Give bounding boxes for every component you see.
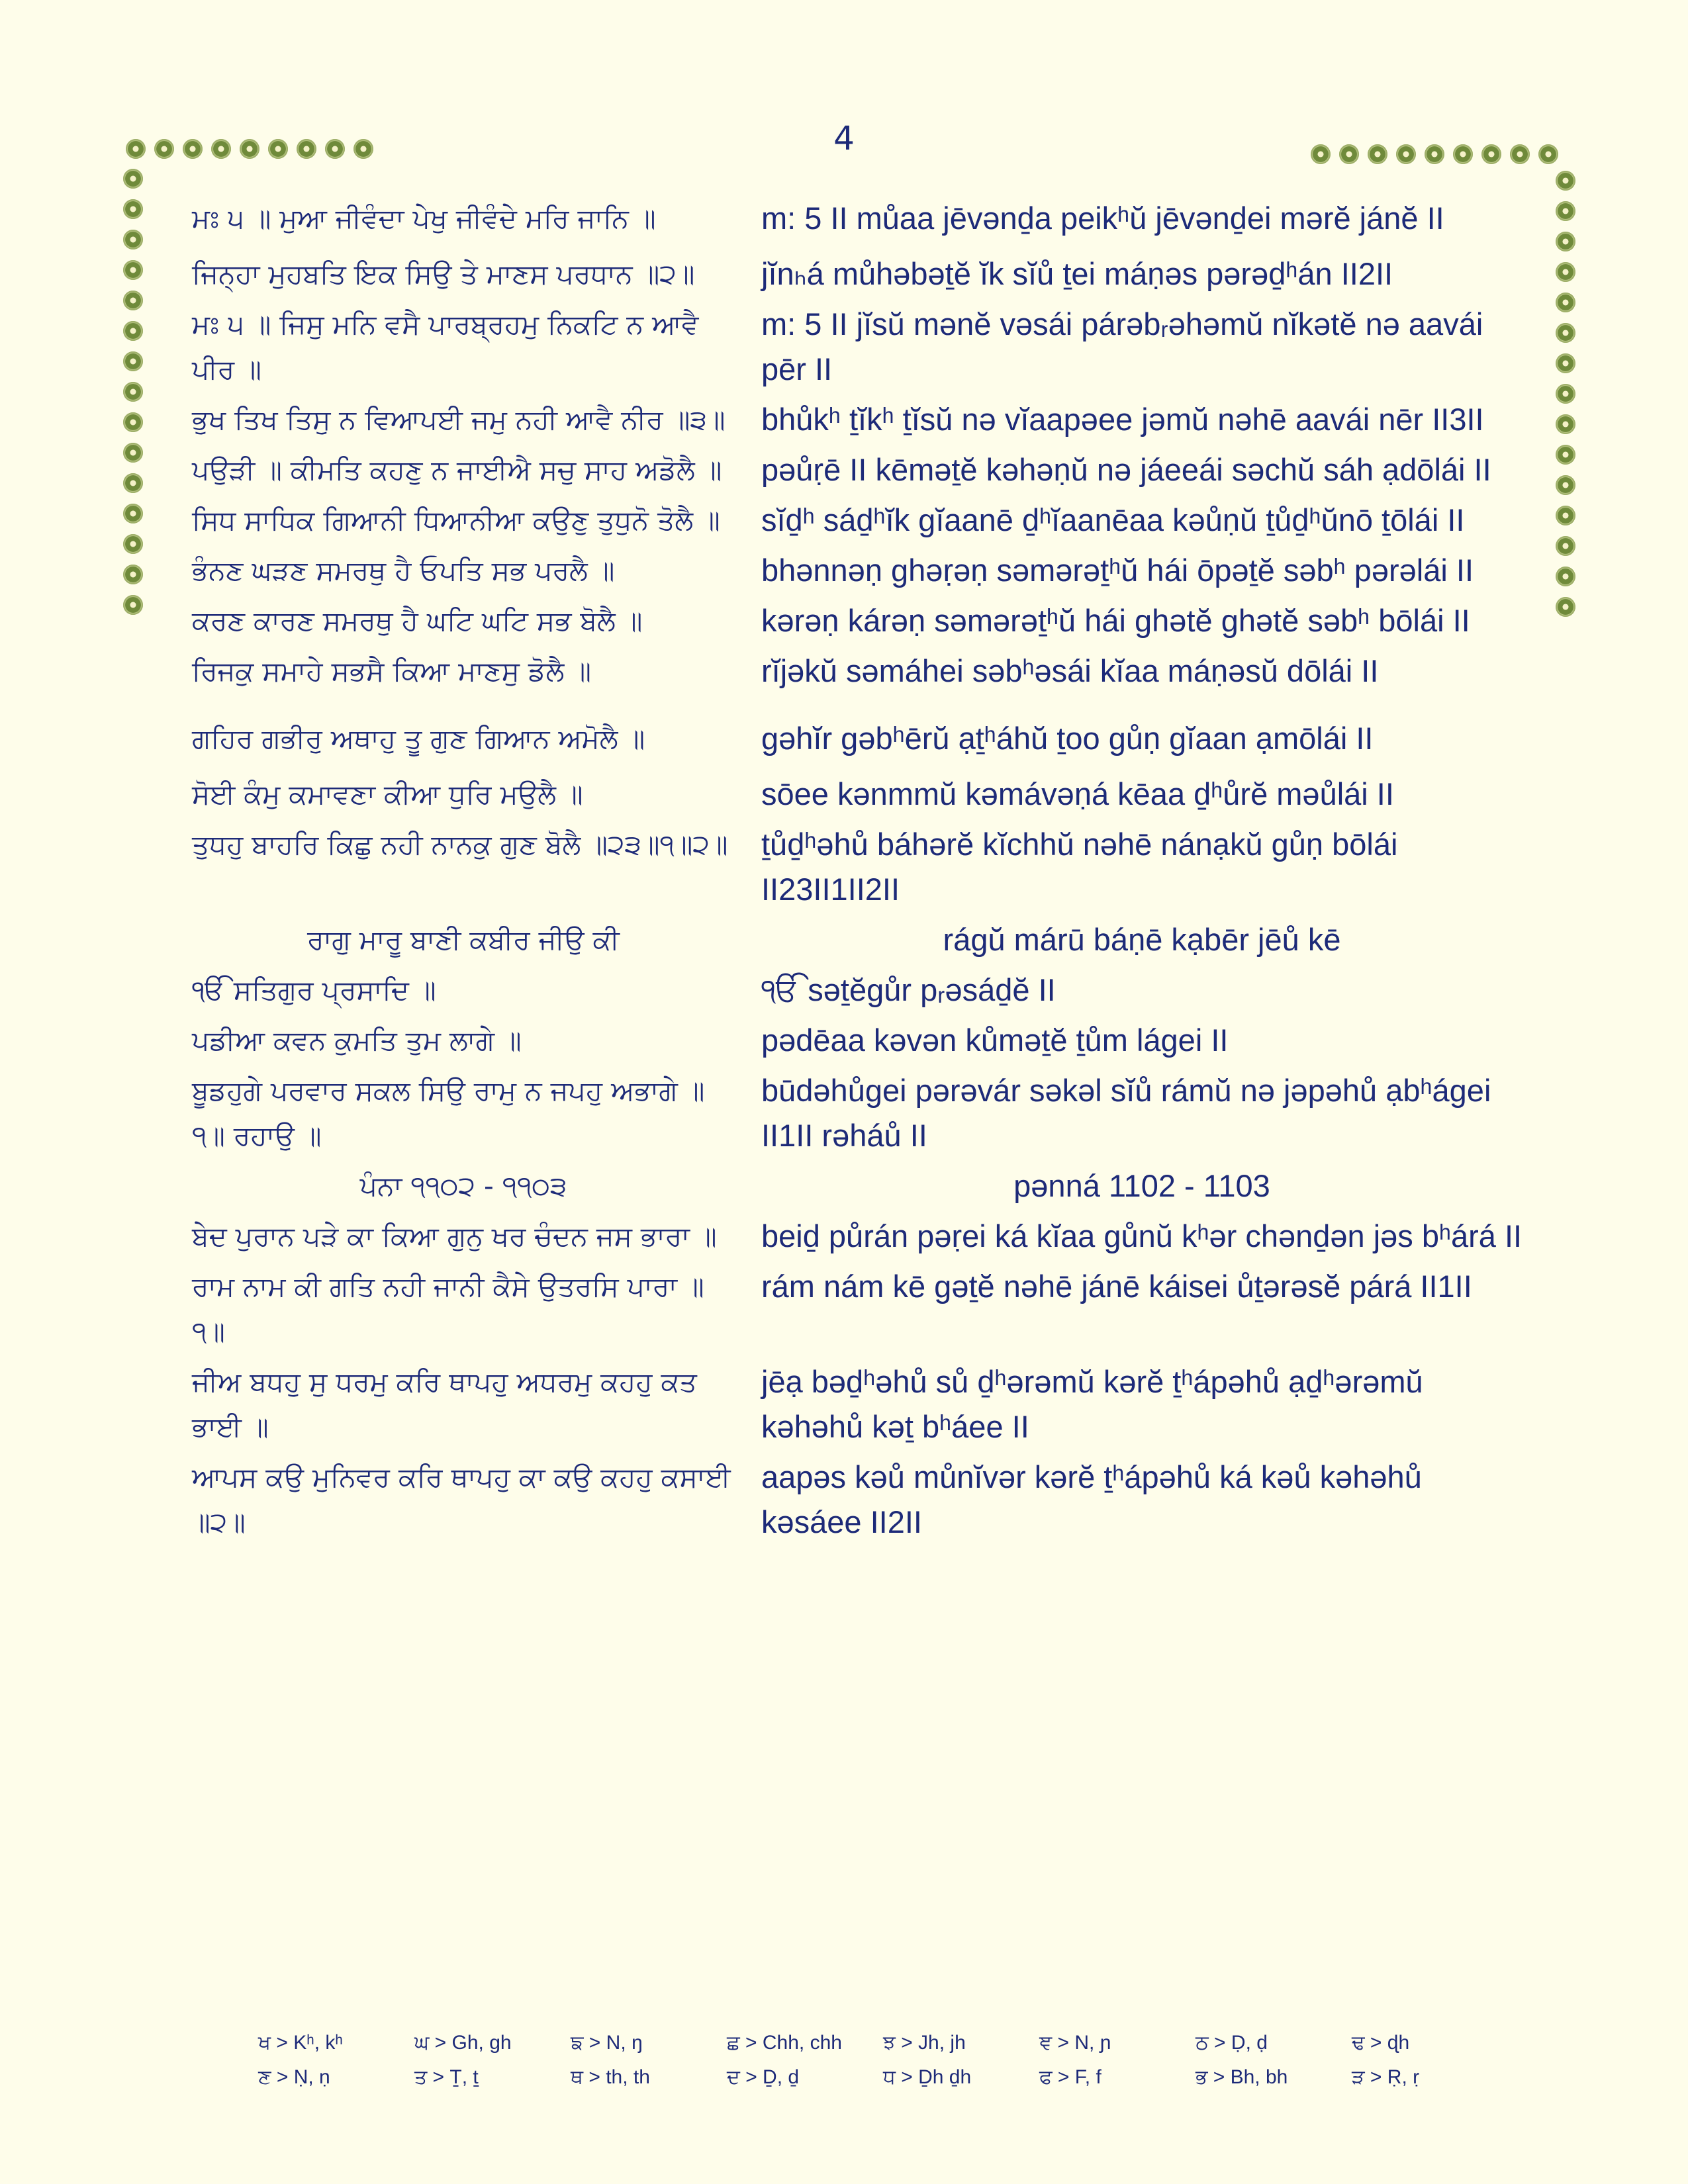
verse-gurmukhi: ਜੀਅ ਬਧਹੁ ਸੁ ਧਰਮੁ ਕਰਿ ਥਾਪਹੁ ਅਧਰਮੁ ਕਹਹੁ ਕਤ ਭਾਈ ॥	[192, 1366, 697, 1443]
verse-gurmukhi: ਪਡੀਆ ਕਵਨ ਕੁਮਤਿ ਤੁਮ ਲਾਗੇ ॥	[192, 1024, 522, 1056]
flower-ornament-icon	[123, 351, 143, 371]
flower-ornament-icon	[1556, 506, 1575, 525]
decorative-border-left	[123, 169, 143, 625]
flower-ornament-icon	[1510, 144, 1530, 164]
verse-transliteration: m: 5 II můaa jēvənḏa peikʰŭ jēvənḏei mərĕ jánĕ II	[761, 201, 1444, 236]
verse-transliteration: būdəhůgei pərəvár səkəl sĭů rámŭ nə jəpəhů ạbʰágei II1II rəháů II	[761, 1073, 1491, 1153]
legend-row	[258, 2066, 1508, 2089]
verse-gurmukhi: ਪਉੜੀ ॥ ਕੀਮਤਿ ਕਹਣੁ ਨ ਜਾਈਐ ਸਚੁ ਸਾਹ ਅਡੋਲੈ ॥	[192, 454, 722, 486]
verse-row	[192, 716, 1523, 761]
flower-ornament-icon	[126, 139, 146, 159]
flower-ornament-icon	[123, 473, 143, 493]
verse-gurmukhi: ਰਾਮ ਨਾਮ ਕੀ ਗਤਿ ਨਹੀ ਜਾਨੀ ਕੈਸੇ ਉਤਰਸਿ ਪਾਰਾ ॥੧॥	[192, 1271, 704, 1347]
legend-item: ਠ > Ḍ, ḍ	[1196, 2032, 1268, 2054]
flower-ornament-icon	[123, 230, 143, 250]
verse-row	[192, 251, 1523, 296]
verse-row	[192, 822, 1523, 912]
verse-row	[192, 1455, 1523, 1545]
verse-transliteration: aapəs kəů můnĭvər kərĕ ṯʰápəhů ká kəů kəhəhů kəsáee II2II	[761, 1459, 1422, 1539]
flower-ornament-icon	[1556, 232, 1575, 251]
flower-ornament-icon	[1556, 353, 1575, 373]
legend-item: ਧ > Ḏh ḏh	[883, 2066, 972, 2088]
flower-ornament-icon	[123, 199, 143, 219]
legend-item: ਦ > Ḏ, ḏ	[727, 2066, 800, 2088]
legend-item: ਭ > Bh, bh	[1196, 2066, 1288, 2088]
legend-item: ਞ > N, ɲ	[1039, 2032, 1111, 2054]
verse-transliteration: ṯůḏʰəhů báhərĕ kĭchhŭ nəhē nánạkŭ gůṇ bōlái II23II1II2II	[761, 827, 1398, 907]
legend-item: ਤ > Ṯ, ṯ	[414, 2066, 479, 2088]
transliteration-legend	[258, 2032, 1508, 2101]
verse-transliteration: beiḏ půrán pəṛei ká kĭaa gůnŭ kʰər chənḏən jəs bʰárá II	[761, 1218, 1523, 1253]
legend-item: ਢ > ɖh	[1352, 2032, 1410, 2054]
decorative-border-top-right	[1311, 144, 1567, 164]
flower-ornament-icon	[353, 139, 373, 159]
flower-ornament-icon	[1556, 171, 1575, 191]
flower-ornament-icon	[1368, 144, 1387, 164]
verse-row	[192, 498, 1523, 543]
verse-transliteration: ੴ səṯĕgůr pᵣəsáḏĕ II	[761, 972, 1056, 1007]
verse-transliteration: kərəṇ kárəṇ səmərəṯʰŭ hái ghətĕ ghətĕ səbʰ bōlái II	[761, 603, 1470, 638]
verse-transliteration: pədēaa kəvən kůməṯĕ ṯům lágei II	[761, 1023, 1229, 1058]
flower-ornament-icon	[123, 565, 143, 584]
legend-item: ਘ > Gh, gh	[414, 2032, 512, 2054]
flower-ornament-icon	[1538, 144, 1558, 164]
flower-ornament-icon	[183, 139, 203, 159]
decorative-border-right	[1556, 171, 1575, 627]
flower-ornament-icon	[211, 139, 231, 159]
verse-transliteration: gəhĭr gəbʰērŭ ạṯʰáhŭ ṯoo gůṇ gĭaan ạmōlái II	[761, 721, 1374, 756]
flower-ornament-icon	[325, 139, 345, 159]
legend-item: ੜ > Ṛ, ṛ	[1352, 2066, 1420, 2088]
verse-transliteration: sĭḏʰ sáḏʰĭk gĭaanē ḏʰĭaanēaa kəůṇŭ ṯůḏʰŭnō ṯōlái II	[761, 502, 1465, 537]
verse-gurmukhi: ਸੋਈ ਕੰਮੁ ਕਮਾਵਣਾ ਕੀਆ ਧੁਰਿ ਮਉਲੈ ॥	[192, 778, 583, 810]
flower-ornament-icon	[268, 139, 288, 159]
flower-ornament-icon	[1556, 293, 1575, 312]
verse-row	[192, 302, 1523, 392]
verse-row	[192, 196, 1523, 241]
flower-ornament-icon	[123, 504, 143, 523]
flower-ornament-icon	[1556, 475, 1575, 495]
flower-ornament-icon	[154, 139, 174, 159]
flower-ornament-icon	[1425, 144, 1444, 164]
verse-transliteration: pənná 1102 - 1103	[1013, 1168, 1270, 1203]
flower-ornament-icon	[123, 412, 143, 432]
verse-gurmukhi: ਸਿਧ ਸਾਧਿਕ ਗਿਆਨੀ ਧਿਆਨੀਆ ਕਉਣੁ ਤੁਧੁਨੋ ਤੋਲੈ ॥	[192, 504, 720, 536]
verse-row	[192, 548, 1523, 593]
verse-row	[192, 917, 1523, 962]
flower-ornament-icon	[123, 321, 143, 341]
flower-ornament-icon	[123, 169, 143, 189]
verse-list	[192, 196, 1523, 1550]
flower-ornament-icon	[1556, 567, 1575, 586]
verse-row	[192, 1068, 1523, 1158]
flower-ornament-icon	[1396, 144, 1416, 164]
verse-row	[192, 968, 1523, 1013]
legend-item: ਥ > th, th	[571, 2066, 650, 2088]
flower-ornament-icon	[1556, 384, 1575, 404]
page-number: 4	[833, 119, 855, 158]
verse-row	[192, 1163, 1523, 1208]
flower-ornament-icon	[1556, 445, 1575, 465]
verse-transliteration: bhůkʰ ṯĭkʰ ṯĭsŭ nə vĭaapəee jəmŭ nəhē aavái nēr II3II	[761, 402, 1484, 437]
flower-ornament-icon	[1453, 144, 1473, 164]
verse-row	[192, 598, 1523, 643]
verse-transliteration: m: 5 II jĭsŭ mənĕ vəsái párəbᵣəhəmŭ nĭkətĕ nə aavái pēr II	[761, 306, 1483, 387]
legend-item: ਫ > F, f	[1039, 2066, 1102, 2088]
verse-gurmukhi: ਗਹਿਰ ਗਭੀਰੁ ਅਥਾਹੁ ਤੂ ਗੁਣ ਗਿਆਨ ਅਮੋਲੈ ॥	[192, 723, 645, 754]
verse-gurmukhi: ਆਪਸ ਕਉ ਮੁਨਿਵਰ ਕਰਿ ਥਾਪਹੁ ਕਾ ਕਉ ਕਹਹੁ ਕਸਾਈ ॥੨॥	[192, 1461, 731, 1538]
verse-transliteration: bhənnəṇ ghəṛəṇ səmərəṯʰŭ hái ōpəṯĕ səbʰ pərəlái II	[761, 553, 1474, 588]
flower-ornament-icon	[1556, 597, 1575, 617]
flower-ornament-icon	[123, 382, 143, 402]
verse-row	[192, 1018, 1523, 1063]
verse-transliteration: sōee kənmmŭ kəmávəṇá kēaa ḏʰůrĕ məůlái II	[761, 776, 1394, 811]
verse-row	[192, 1264, 1523, 1354]
legend-row	[258, 2032, 1508, 2054]
verse-row	[192, 397, 1523, 442]
flower-ornament-icon	[123, 534, 143, 554]
verse-transliteration: pəůṛē II kēməṯĕ kəhəṇŭ nə jáeeái səchŭ sáh ạdōlái II	[761, 452, 1491, 487]
flower-ornament-icon	[1556, 536, 1575, 556]
verse-gurmukhi: ਭੁਖ ਤਿਖ ਤਿਸੁ ਨ ਵਿਆਪਈ ਜਮੁ ਨਹੀ ਆਵੈ ਨੀਰ ॥੩॥	[192, 404, 726, 435]
verse-gurmukhi: ਤੁਧਹੁ ਬਾਹਰਿ ਕਿਛੁ ਨਹੀ ਨਾਨਕੁ ਗੁਣ ਬੋਲੈ ॥੨੩॥੧॥੨॥	[192, 829, 728, 860]
verse-gurmukhi: ਪੰਨਾ ੧੧੦੨ - ੧੧੦੩	[359, 1170, 567, 1202]
verse-transliteration: rám nám kē gəṯĕ nəhē jánē káisei ůṯərəsĕ párá II1II	[761, 1269, 1472, 1304]
flower-ornament-icon	[1556, 201, 1575, 221]
legend-item: ਣ > Ṇ, ṇ	[258, 2066, 330, 2088]
verse-transliteration: rĭjəkŭ səmáhei səbʰəsái kĭaa máṇəsŭ dōlái II	[761, 653, 1379, 688]
flower-ornament-icon	[297, 139, 316, 159]
flower-ornament-icon	[123, 291, 143, 310]
verse-transliteration: jĭnₕá můhəbəṯĕ ĭk sĭů ṯei máṇəs pərəḏʰán II2II	[761, 256, 1393, 291]
verse-gurmukhi: ਮਃ ੫ ॥ ਜਿਸੁ ਮਨਿ ਵਸੈ ਪਾਰਬ੍ਰਹਮੁ ਨਿਕਟਿ ਨ ਆਵੈ ਪੀਰ ॥	[192, 308, 699, 385]
verse-gurmukhi: ਮਃ ੫ ॥ ਮੁਆ ਜੀਵੰਦਾ ਪੇਖੁ ਜੀਵੰਦੇ ਮਰਿ ਜਾਨਿ ॥	[192, 203, 656, 234]
verse-transliteration: rágŭ márū báṇē kạbēr jēů kē	[943, 922, 1341, 957]
verse-gurmukhi: ਰਿਜਕੁ ਸਮਾਹੇ ਸਭਸੈ ਕਿਆ ਮਾਣਸੁ ਡੋਲੈ ॥	[192, 655, 591, 687]
verse-row	[192, 1359, 1523, 1449]
verse-transliteration: jēạ bəḏʰəhů sů ḏʰərəmŭ kərĕ ṯʰápəhů ạḏʰərəmŭ kəhəhů kəṯ bʰáee II	[761, 1364, 1423, 1444]
verse-gurmukhi: ੴ ਸਤਿਗੁਰ ਪ੍ਰਸਾਦਿ ॥	[192, 974, 436, 1006]
legend-item: ਖ > Kʰ, kʰ	[258, 2032, 343, 2054]
flower-ornament-icon	[1311, 144, 1331, 164]
verse-row	[192, 1214, 1523, 1259]
flower-ornament-icon	[1556, 323, 1575, 343]
verse-gurmukhi: ਜਿਨ੍ਹਾ ਮੁਹਬਤਿ ਇਕ ਸਿਉ ਤੇ ਮਾਣਸ ਪਰਧਾਨ ॥੨॥	[192, 258, 695, 290]
verse-row	[192, 772, 1523, 817]
legend-item: ਝ > Jh, jh	[883, 2032, 966, 2054]
flower-ornament-icon	[1556, 262, 1575, 282]
verse-row	[192, 649, 1523, 694]
flower-ornament-icon	[123, 595, 143, 615]
verse-row	[192, 447, 1523, 492]
legend-item: ਙ > N, ŋ	[571, 2032, 643, 2054]
flower-ornament-icon	[123, 260, 143, 280]
flower-ornament-icon	[1481, 144, 1501, 164]
verse-gurmukhi: ਰਾਗੁ ਮਾਰੂ ਬਾਣੀ ਕਬੀਰ ਜੀਉ ਕੀ	[307, 924, 620, 956]
flower-ornament-icon	[1556, 414, 1575, 434]
flower-ornament-icon	[1339, 144, 1359, 164]
verse-gurmukhi: ਬੂਡਹੁਗੇ ਪਰਵਾਰ ਸਕਲ ਸਿਉ ਰਾਮੁ ਨ ਜਪਹੁ ਅਭਾਗੇ ॥੧॥ ਰਹਾਉ ॥	[192, 1075, 705, 1152]
verse-gurmukhi: ਕਰਣ ਕਾਰਣ ਸਮਰਥੁ ਹੈ ਘਟਿ ਘਟਿ ਸਭ ਬੋਲੈ ॥	[192, 605, 643, 637]
verse-gurmukhi: ਭੰਨਣ ਘੜਣ ਸਮਰਥੁ ਹੈ ਓਪਤਿ ਸਭ ਪਰਲੈ ॥	[192, 555, 615, 586]
flower-ornament-icon	[123, 443, 143, 463]
verse-gurmukhi: ਬੇਦ ਪੁਰਾਨ ਪੜੇ ਕਾ ਕਿਆ ਗੁਨੁ ਖਰ ਚੰਦਨ ਜਸ ਭਾਰਾ ॥	[192, 1220, 717, 1252]
decorative-border-top-left	[126, 139, 382, 159]
flower-ornament-icon	[240, 139, 259, 159]
legend-item: ਛ > Chh, chh	[727, 2032, 842, 2054]
